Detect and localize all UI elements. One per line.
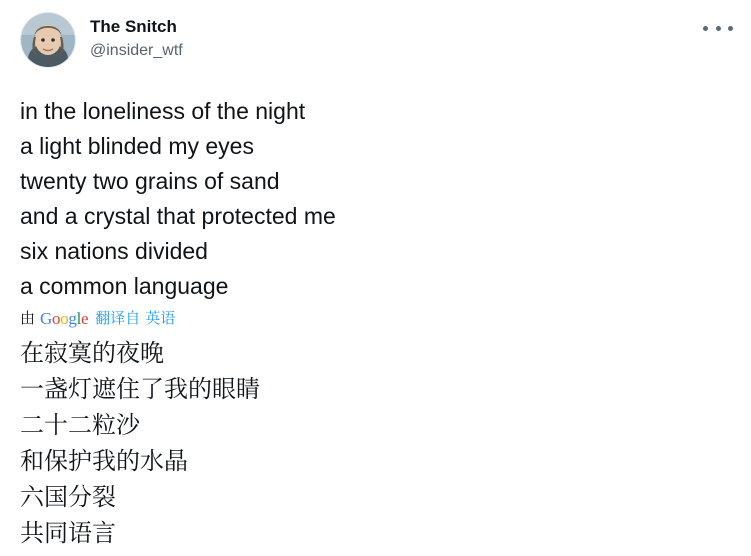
poem-line: a common language <box>20 273 229 299</box>
translated-line: 在寂寞的夜晚 <box>20 340 164 367</box>
google-letter: g <box>68 309 77 328</box>
avatar[interactable] <box>20 12 76 68</box>
google-letter: e <box>81 309 89 328</box>
more-dot-1 <box>703 26 708 31</box>
translated-from-label[interactable]: 翻译自 <box>95 310 141 327</box>
translated-line: 一盏灯遮住了我的眼睛 <box>20 376 260 403</box>
poem-line: six nations divided <box>20 238 208 264</box>
google-logo <box>40 310 88 328</box>
translated-by-label: 由 <box>20 310 36 327</box>
translated-line: 六国分裂 <box>20 484 116 511</box>
translated-line: 和保护我的水晶 <box>20 448 188 475</box>
more-dot-3 <box>728 26 733 31</box>
google-letter: l <box>76 309 82 328</box>
author-names <box>90 12 183 62</box>
source-language-label[interactable]: 英语 <box>145 310 176 327</box>
tweet-body <box>20 94 731 552</box>
poem-line: and a crystal that protected me <box>20 203 336 229</box>
poem-line: twenty two grains of sand <box>20 168 280 194</box>
translation-attribution <box>20 310 731 328</box>
author-handle[interactable]: @insider_wtf <box>90 42 183 59</box>
google-letter: o <box>52 309 61 328</box>
google-letter: G <box>40 309 52 328</box>
tweet-header <box>20 12 731 74</box>
author-display-name[interactable]: The Snitch <box>90 17 177 36</box>
more-dot-2 <box>716 26 721 31</box>
more-options-icon[interactable] <box>703 18 733 38</box>
translated-line: 二十二粒沙 <box>20 412 140 439</box>
poem-line: a light blinded my eyes <box>20 133 254 159</box>
poem-line: in the loneliness of the night <box>20 98 306 124</box>
google-letter: o <box>60 309 69 328</box>
avatar-image <box>21 13 75 67</box>
translated-line: 共同语言 <box>20 520 116 547</box>
